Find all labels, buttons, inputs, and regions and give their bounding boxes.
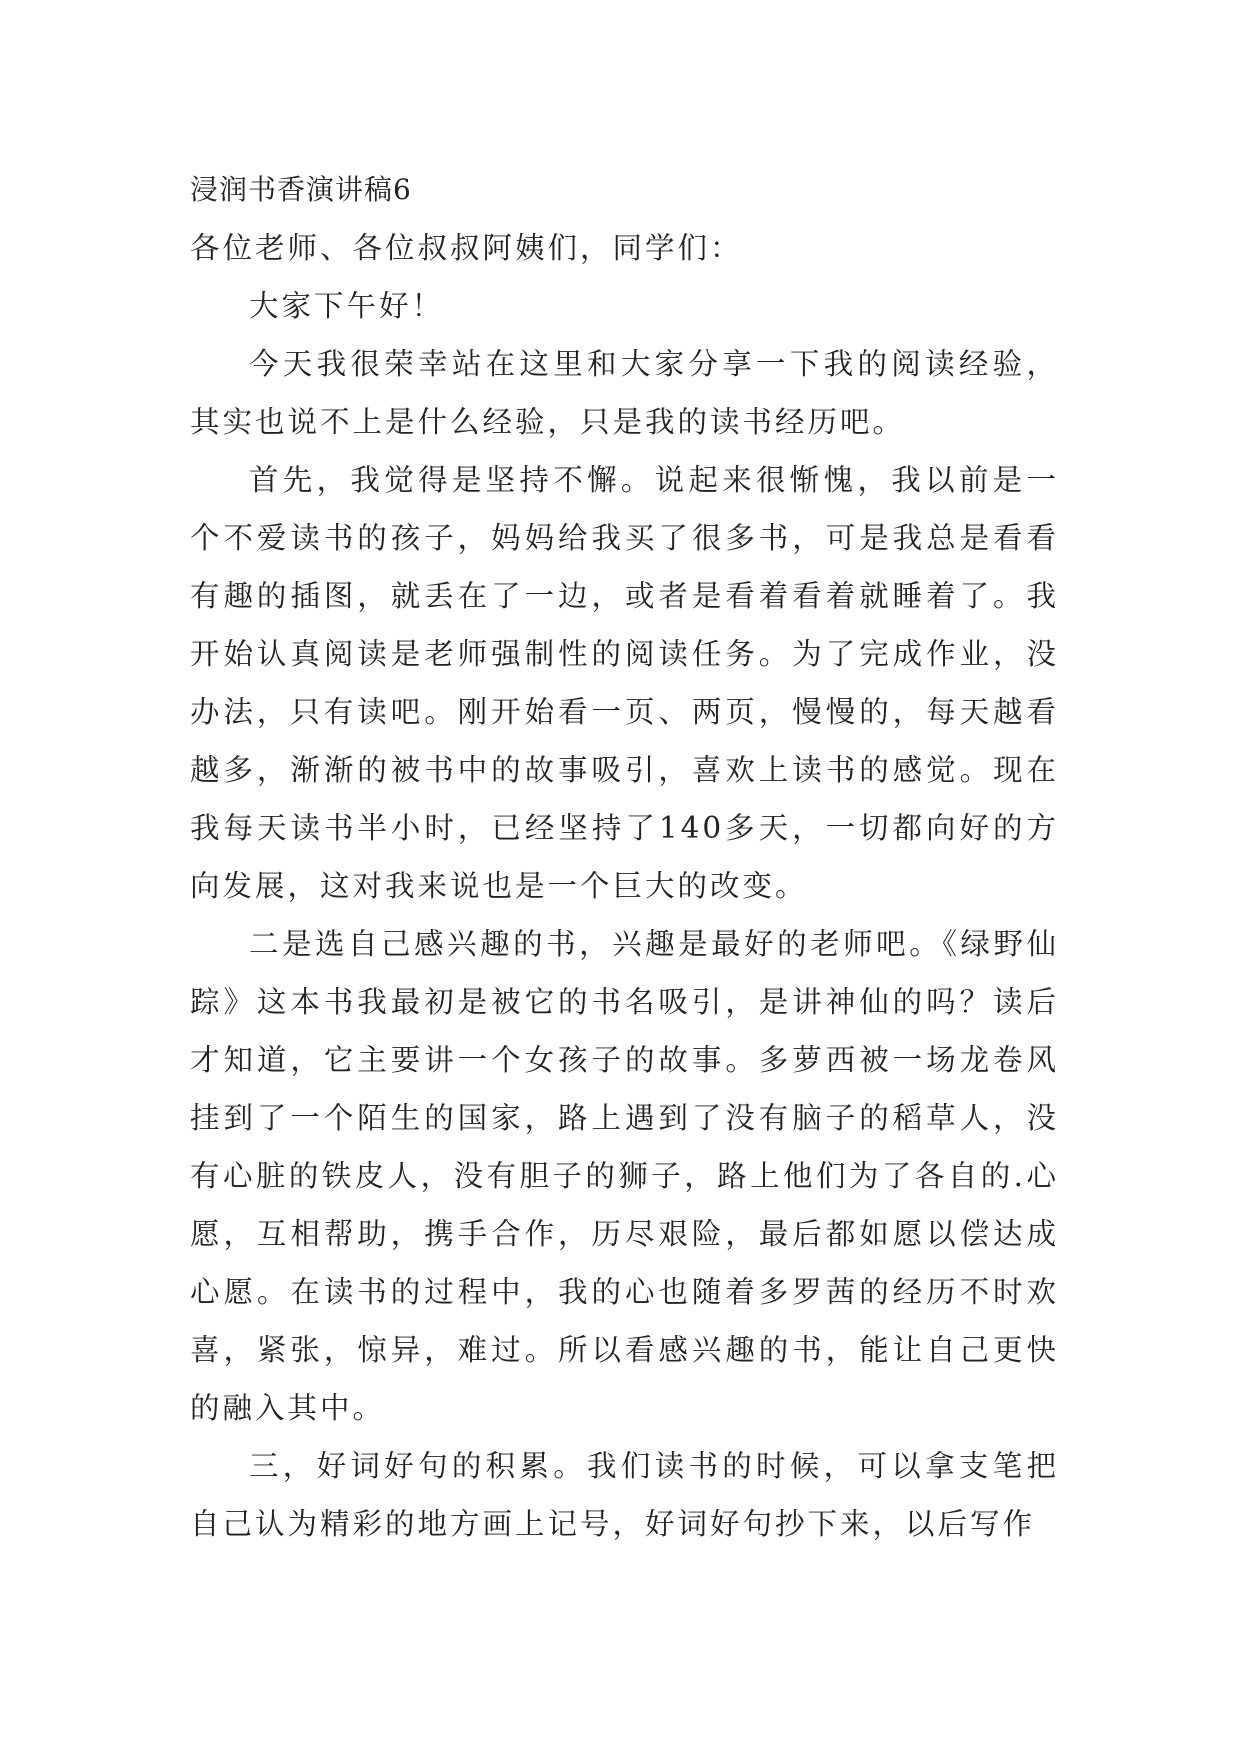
paragraph-persistence: 首先，我觉得是坚持不懈。说起来很惭愧，我以前是一个不爱读书的孩子，妈妈给我买了很多书，可是我总是看看有趣的插图，就丢在了一边，或者是看着看着就睡着了。我开始认真阅读是老师强制性的阅读任务。为了完成作业，没办法，只有读吧。刚开始看一页、两页，慢慢的，每天越看越多，渐渐的被书中的故事吸引，喜欢上读书的感觉。现在我每天读书半小时，已经坚持了140多天，一切都向好的方向发展，这对我来说也是一个巨大的改变。: [190, 463, 1059, 903]
salutation: 各位老师、各位叔叔阿姨们，同学们：: [190, 231, 743, 265]
paragraph-greeting: 大家下午好！: [249, 289, 445, 323]
paragraph-interest: 二是选自己感兴趣的书，兴趣是最好的老师吧。《绿野仙踪》这本书我最初是被它的书名吸引，是讲神仙的吗？读后才知道，它主要讲一个女孩子的故事。多萝西被一场龙卷风挂到了一个陌生的国家，路上遇到了没有脑子的稻草人，没有心脏的铁皮人，没有胆子的狮子，路上他们为了各自的.心愿，互相帮助，携手合作，历尽艰险，最后都如愿以偿达成心愿。在读书的过程中，我的心也随着多罗茜的经历不时欢喜，紧张，惊异，难过。所以看感兴趣的书，能让自己更快的融入其中。: [190, 927, 1059, 1425]
document-body: [190, 161, 1059, 1553]
paragraph-intro: 今天我很荣幸站在这里和大家分享一下我的阅读经验，其实也说不上是什么经验，只是我的读书经历吧。: [190, 347, 1059, 439]
paragraph-accumulation: 三，好词好句的积累。我们读书的时候，可以拿支笔把自己认为精彩的地方画上记号，好词好句抄下来，以后写作: [190, 1449, 1059, 1541]
document-title: 浸润书香演讲稿6: [190, 173, 412, 206]
